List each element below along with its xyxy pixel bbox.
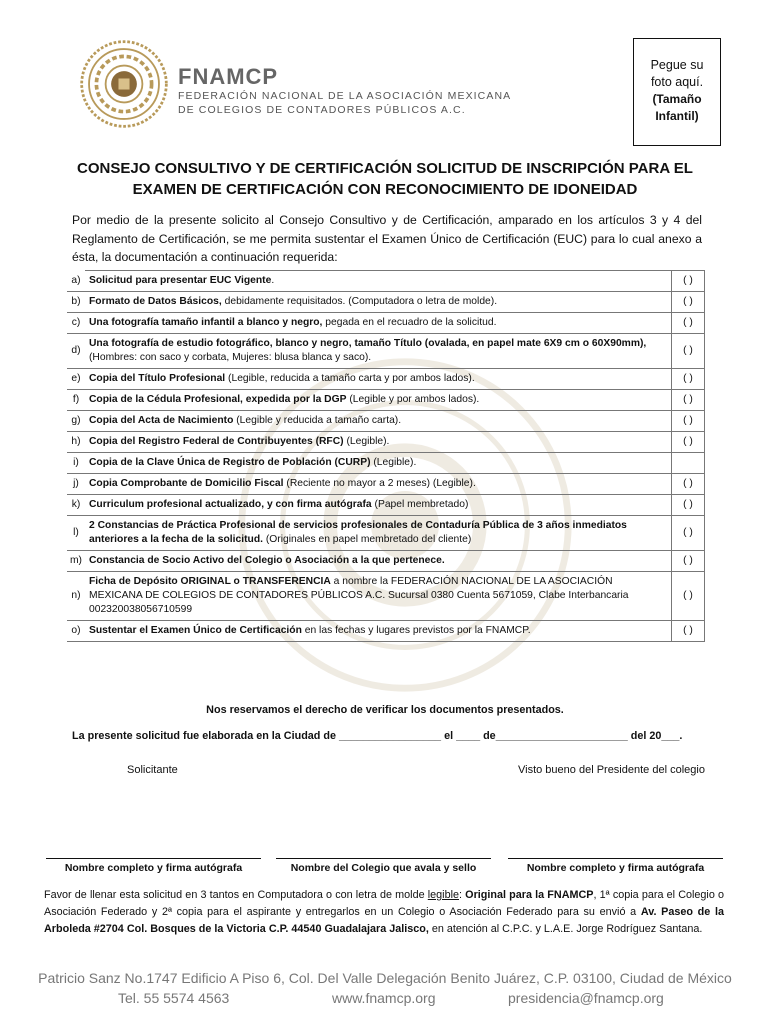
requirement-detail: (Legible). [343,436,390,447]
requirement-text [85,453,672,474]
requirement-bold: Una fotografía de estudio fotográfico, blanco y negro, tamaño Título (ovalada, en papel mate 6X9 cm o 60X90mm), [89,338,647,349]
requirement-bold: Ficha de Depósito ORIGINAL o TRANSFERENCIA [89,576,331,587]
requirement-checkbox[interactable]: ( ) [672,572,705,621]
requirement-letter: k) [67,495,85,516]
requirement-bold: Constancia de Socio Activo del Colegio o Asociación a la que pertenece. [89,555,445,566]
requirement-text [85,621,672,642]
requirements-table [67,270,705,642]
requirement-checkbox[interactable]: ( ) [672,334,705,369]
footer-email[interactable]: presidencia@fnamcp.org [508,990,664,1006]
requirement-bold: Copia del Título Profesional [89,373,226,384]
requirement-bold: Sustentar el Examen Único de Certificación [89,625,302,636]
requirement-row [67,334,705,369]
requirement-checkbox[interactable]: ( ) [672,313,705,334]
signature-label-left: Nombre completo y firma autógrafa [64,862,243,874]
requirement-row [67,495,705,516]
requirement-row [67,369,705,390]
requirement-row [67,411,705,432]
requirement-checkbox[interactable]: ( ) [672,411,705,432]
requirement-bold: Una fotografía tamaño infantil a blanco y negro, [89,317,323,328]
requirement-row [67,551,705,572]
requirement-checkbox[interactable]: ( ) [672,292,705,313]
requirement-letter: c) [67,313,85,334]
requirement-detail: (Legible y reducida a tamaño carta). [233,415,402,426]
requirement-text [85,313,672,334]
requirement-detail: (Papel membretado) [371,499,469,510]
requirement-detail: debidamente requisitados. (Computadora o letra de molde). [221,296,498,307]
footer-address: Patricio Sanz No.1747 Edificio A Piso 6, Col. Del Valle Delegación Benito Juárez, C.P. 03100, Ciudad de México [38,970,732,986]
requirement-checkbox[interactable]: ( ) [672,390,705,411]
photo-box-line1: Pegue su [650,58,704,72]
requirement-text [85,390,672,411]
requirement-letter: f) [67,390,85,411]
requirement-row [67,572,705,621]
requirement-text [85,411,672,432]
requirement-checkbox[interactable]: ( ) [672,495,705,516]
requirement-letter: m) [67,551,85,572]
requirement-detail: (Originales en papel membretado del cliente) [262,534,472,545]
footer-website[interactable]: www.fnamcp.org [332,990,436,1006]
photo-box-line4: Infantil) [655,109,699,123]
instr-part3: , 1ª copia para el Colegio o Asociación Federado y 2ª copia para el aspirante y entregarlos en un Colegio o Asociación Federado para su envió a [44,889,724,918]
org-name-line2: DE COLEGIOS DE CONTADORES PÚBLICOS A.C. [178,104,466,116]
requirement-text [85,551,672,572]
requirement-text [85,432,672,453]
footer-phone: Tel. 55 5574 4563 [118,990,230,1006]
requirement-detail: (Legible y por ambos lados). [346,394,480,405]
requirement-bold: Formato de Datos Básicos, [89,296,222,307]
requirement-letter: a) [67,271,85,292]
requirement-text [85,516,672,551]
requirement-checkbox[interactable]: ( ) [672,621,705,642]
date-place-line: La presente solicitud fue elaborada en la Ciudad de _________________ el ____ de______________________ del 20___. [72,730,683,742]
requirement-text [85,474,672,495]
instr-bold1: Original para la FNAMCP [465,889,594,901]
role-president: Visto bueno del Presidente del colegio [518,764,705,776]
requirement-bold: Solicitud para presentar EUC Vigente [89,275,272,286]
requirement-checkbox[interactable]: ( ) [672,551,705,572]
requirement-detail: a nombre la FEDERACIÓN NACIONAL DE LA ASOCIACIÓN MEXICANA DE COLEGIOS DE CONTADORES PÚBLICOS A.C. Sucursal 0380 Cuenta 5671059, Clabe Interbancaria 002320038056710599 [89,576,629,615]
requirement-letter: o) [67,621,85,642]
org-acronym: FNAMCP [178,64,279,89]
requirement-letter: n) [67,572,85,621]
requirement-text [85,495,672,516]
requirement-row [67,432,705,453]
requirement-letter: g) [67,411,85,432]
requirement-text [85,271,672,292]
requirement-checkbox[interactable]: ( ) [672,474,705,495]
requirement-row [67,474,705,495]
requirement-detail: (Legible, reducida a tamaño carta y por ambos lados). [225,373,475,384]
aztec-calendar-logo-icon [78,38,170,130]
instr-part1: Favor de llenar esta solicitud en 3 tantos en Computadora o con letra de molde [44,889,428,901]
requirement-bold: Copia de la Clave Única de Registro de Población (CURP) [89,457,371,468]
requirement-row [67,516,705,551]
requirement-bold: Copia Comprobante de Domicilio Fiscal [89,478,284,489]
photo-box-line2: foto aquí. [650,75,704,89]
requirement-bold: Curriculum profesional actualizado, y con firma autógrafa [89,499,372,510]
requirement-checkbox[interactable] [672,453,705,474]
requirement-bold: Copia de la Cédula Profesional, expedida por la DGP [89,394,347,405]
requirement-detail: (Hombres: con saco y corbata, Mujeres: blusa blanca y saco). [89,352,372,363]
requirement-row [67,271,705,292]
photo-placeholder-box [633,38,721,146]
signature-label-center: Nombre del Colegio que avala y sello [290,862,477,874]
instr-part4: en atención al C.P.C. y L.A.E. Jorge Rodríguez Santana. [428,923,703,935]
instr-part2: : [458,889,466,901]
instr-underlined: legible [427,889,459,901]
requirement-row [67,313,705,334]
title-line2: EXAMEN DE CERTIFICACIÓN CON RECONOCIMIENTO DE IDONEIDAD [132,181,638,198]
requirement-detail: pegada en el recuadro de la solicitud. [322,317,497,328]
requirement-text [85,334,672,369]
requirement-bold: Copia del Registro Federal de Contribuyentes (RFC) [89,436,344,447]
instructions-paragraph [44,887,724,938]
requirement-bold: Copia del Acta de Nacimiento [89,415,234,426]
signature-label-right: Nombre completo y firma autógrafa [526,862,705,874]
requirement-checkbox[interactable]: ( ) [672,516,705,551]
requirement-letter: b) [67,292,85,313]
requirement-detail: (Legible). [370,457,417,468]
requirement-letter: l) [67,516,85,551]
requirement-checkbox[interactable]: ( ) [672,271,705,292]
requirement-text [85,292,672,313]
title-line1: CONSEJO CONSULTIVO Y DE CERTIFICACIÓN SOLICITUD DE INSCRIPCIÓN PARA EL [77,160,693,177]
requirement-row [67,292,705,313]
requirement-detail: en las fechas y lugares previstos por la FNAMCP. [301,625,531,636]
requirement-text [85,369,672,390]
photo-box-line3: (Tamaño [652,92,702,106]
requirement-detail: (Reciente no mayor a 2 meses) (Legible). [283,478,476,489]
requirement-text [85,572,672,621]
signature-line-left [46,858,261,859]
requirement-checkbox[interactable]: ( ) [672,369,705,390]
requirement-letter: j) [67,474,85,495]
signature-line-right [508,858,723,859]
org-name-line1: FEDERACIÓN NACIONAL DE LA ASOCIACIÓN MEXICANA [178,90,512,102]
document-title [40,158,730,200]
instr-bold2: Av. Paseo de la Arboleda #2704 Col. Bosques de la Victoria C.P. 44540 Guadalajara Jalisco, [44,906,724,935]
signature-line-center [276,858,491,859]
role-applicant: Solicitante [127,764,178,776]
requirement-letter: h) [67,432,85,453]
requirement-bold: 2 Constancias de Práctica Profesional de servicios profesionales de Contaduría Pública de 3 años inmediatos anteriores a la fecha de la solicitud. [89,520,627,545]
requirement-row [67,621,705,642]
requirement-letter: e) [67,369,85,390]
requirement-row [67,453,705,474]
requirement-checkbox[interactable]: ( ) [672,432,705,453]
verification-note: Nos reservamos el derecho de verificar los documentos presentados. [206,704,564,716]
intro-paragraph: Por medio de la presente solicito al Consejo Consultivo y de Certificación, amparado en los artículos 3 y 4 del Reglamento de Certificación, se me permita sustentar el Examen Único de Certificación (EUC) para lo cual anexo a ésta, la documentación a continuación requerida: [72,213,702,264]
requirement-letter: d) [67,334,85,369]
requirement-letter: i) [67,453,85,474]
requirement-detail: . [271,275,275,286]
requirement-row [67,390,705,411]
